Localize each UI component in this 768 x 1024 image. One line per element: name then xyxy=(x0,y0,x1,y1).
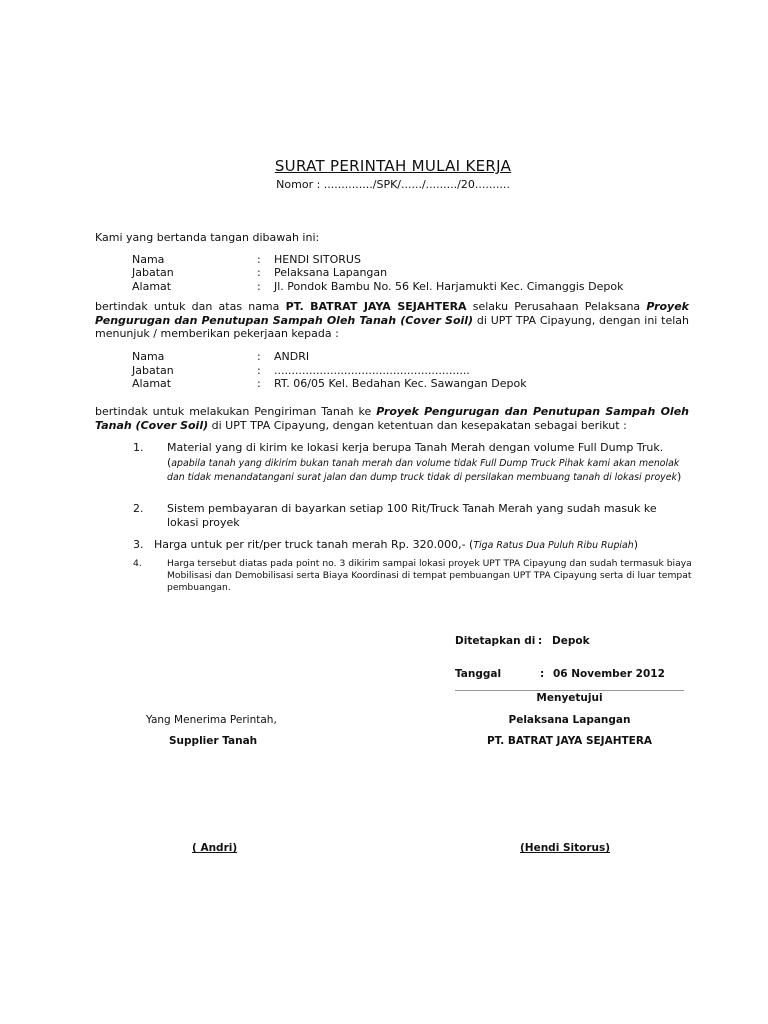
party1-name-value: HENDI SITORUS xyxy=(274,253,361,266)
party2-name-colon: : xyxy=(257,350,261,363)
appointment-paragraph: bertindak untuk dan atas nama PT. BATRAT JAYA SEJAHTERA selaku Perusahaan Pelaksana Proyek Pengurugan dan Penutupan Sampah Oleh Tanah (Cover Soil) di UPT TPA Cipayung, dengan ini telah menunjuk / memberikan pekerjaan kepada : xyxy=(95,300,689,340)
place-colon: : xyxy=(538,635,543,647)
place-label: Ditetapkan di xyxy=(455,635,536,647)
party1-name-colon: : xyxy=(257,253,261,266)
right-signer-role: Pelaksana Lapangan xyxy=(508,714,631,726)
party2-name-value: ANDRI xyxy=(274,350,310,363)
party1-address-colon: : xyxy=(257,280,261,293)
party2-address-colon: : xyxy=(257,377,261,390)
item-1-note: apabila tanah yang dikirim bukan tanah merah dan volume tidak Full Dump Truck Pihak kami akan menolak dan tidak menandatangani surat jalan dan dump truck tidak di persilakan membuang tanah di lokasi proyek xyxy=(167,458,680,483)
place-value: Depok xyxy=(552,635,590,647)
party2-address-label: Alamat xyxy=(132,377,172,390)
date-value: 06 November 2012 xyxy=(553,668,665,680)
item-3-text: Harga untuk per rit/per truck tanah merah Rp. 320.000,- (Tiga Ratus Dua Puluh Ribu Rupiah) xyxy=(154,538,639,551)
divider xyxy=(455,690,684,691)
party1-address-value: Jl. Pondok Bambu No. 56 Kel. Harjamukti Kec. Cimanggis Depok xyxy=(274,280,624,293)
party1-position-colon: : xyxy=(257,266,261,279)
item-3-number: 3. xyxy=(133,538,144,551)
party2-name-label: Nama xyxy=(132,350,165,363)
party1-name-label: Nama xyxy=(132,253,165,266)
project-name: Proyek Pengurugan dan Penutupan Sampah Oleh Tanah (Cover Soil) xyxy=(95,405,689,432)
party2-position-colon: : xyxy=(257,364,261,377)
approval-label: Menyetujui xyxy=(536,692,603,704)
item-4-text: Harga tersebut diatas pada point no. 3 dikirim sampai lokasi proyek UPT TPA Cipayung dan sudah termasuk biaya Mobilisasi dan Demobilisasi serta Biaya Koordinasi di tempat pembuangan UPT TPA Cipayung serta di luar tempat pembuangan. xyxy=(167,558,692,593)
project-name: Proyek Pengurugan dan Penutupan Sampah Oleh Tanah (Cover Soil) xyxy=(95,300,689,327)
item-1-number: 1. xyxy=(133,441,144,454)
delivery-paragraph: bertindak untuk melakukan Pengiriman Tanah ke Proyek Pengurugan dan Penutupan Sampah Oleh Tanah (Cover Soil) di UPT TPA Cipayung, dengan ketentuan dan kesepakatan sebagai berikut : xyxy=(95,405,689,432)
item-3-note: Tiga Ratus Dua Puluh Ribu Rupiah xyxy=(473,540,634,551)
item-2-text: Sistem pembayaran di bayarkan setiap 100 Rit/Truck Tanah Merah yang sudah masuk ke lokasi proyek xyxy=(167,502,657,529)
right-signer-name: (Hendi Sitorus) xyxy=(520,842,611,854)
company-name: PT. BATRAT JAYA SEJAHTERA xyxy=(285,300,467,313)
item-4-number: 4. xyxy=(133,558,142,569)
document-title: SURAT PERINTAH MULAI KERJA xyxy=(274,157,512,175)
left-signer-role: Yang Menerima Perintah, xyxy=(146,714,277,726)
item-1-text: Material yang di kirim ke lokasi kerja berupa Tanah Merah dengan volume Full Dump Truk. (apabila tanah yang dikirim bukan tanah merah dan volume tidak Full Dump Truck Pihak kami akan menolak dan tidak menandatangani surat jalan dan dump truck tidak di persilakan membuang tanah di lokasi proyek) xyxy=(167,441,682,483)
party1-position-label: Jabatan xyxy=(132,266,174,279)
intro-text: Kami yang bertanda tangan dibawah ini: xyxy=(95,231,320,244)
party1-position-value: Pelaksana Lapangan xyxy=(274,266,388,279)
date-colon: : xyxy=(540,668,545,680)
party2-address-value: RT. 06/05 Kel. Bedahan Kec. Sawangan Depok xyxy=(274,377,527,390)
document-number: Nomor : ............../SPK/....../........./20.......... xyxy=(276,178,510,191)
party1-address-label: Alamat xyxy=(132,280,172,293)
party2-position-label: Jabatan xyxy=(132,364,174,377)
right-signer-company: PT. BATRAT JAYA SEJAHTERA xyxy=(486,735,653,747)
date-label: Tanggal xyxy=(455,668,502,680)
party2-position-value: ........................................................ xyxy=(274,364,470,377)
item-2-number: 2. xyxy=(133,502,144,515)
left-signer-title: Supplier Tanah xyxy=(169,735,258,747)
left-signer-name: ( Andri) xyxy=(192,842,238,854)
